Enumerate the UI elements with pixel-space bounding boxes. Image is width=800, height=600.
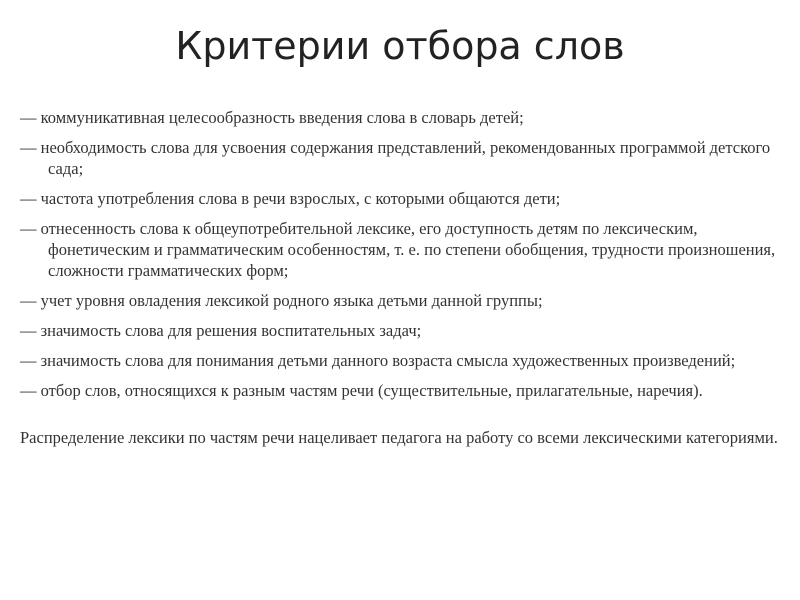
criteria-item-necessity: — необходимость слова для усвоения содержания представлений, рекомендованных программой детского сада; xyxy=(20,138,771,178)
criteria-item-frequency: — частота употребления слова в речи взрослых, с которыми общаются дети; xyxy=(20,189,561,208)
criteria-item-mastery-level: — учет уровня овладения лексикой родного языка детьми данной группы; xyxy=(20,291,543,310)
criteria-item-parts-of-speech: — отбор слов, относящихся к разным частям речи (существительные, прилагательные, наречия). xyxy=(20,381,703,400)
summary-paragraph: Распределение лексики по частям речи нацеливает педагога на работу со всеми лексическими категориями. xyxy=(20,428,778,447)
criteria-item-communicative: — коммуникативная целесообразность введения слова в словарь детей; xyxy=(20,108,524,127)
slide-body xyxy=(20,107,780,448)
criteria-item-literary-value: — значимость слова для понимания детьми данного возраста смысла художественных произведений; xyxy=(20,351,736,370)
criteria-item-educational-value: — значимость слова для решения воспитательных задач; xyxy=(20,321,422,340)
criteria-list xyxy=(20,107,780,401)
slide-title: Критерии отбора слов xyxy=(175,24,625,68)
criteria-item-common-vocabulary: — отнесенность слова к общеупотребительной лексике, его доступность детям по лексическим, фонетическим и грамматическим особенностям, т. е. по степени обобщения, трудности произношения, сложности грамматических форм; xyxy=(20,219,776,280)
